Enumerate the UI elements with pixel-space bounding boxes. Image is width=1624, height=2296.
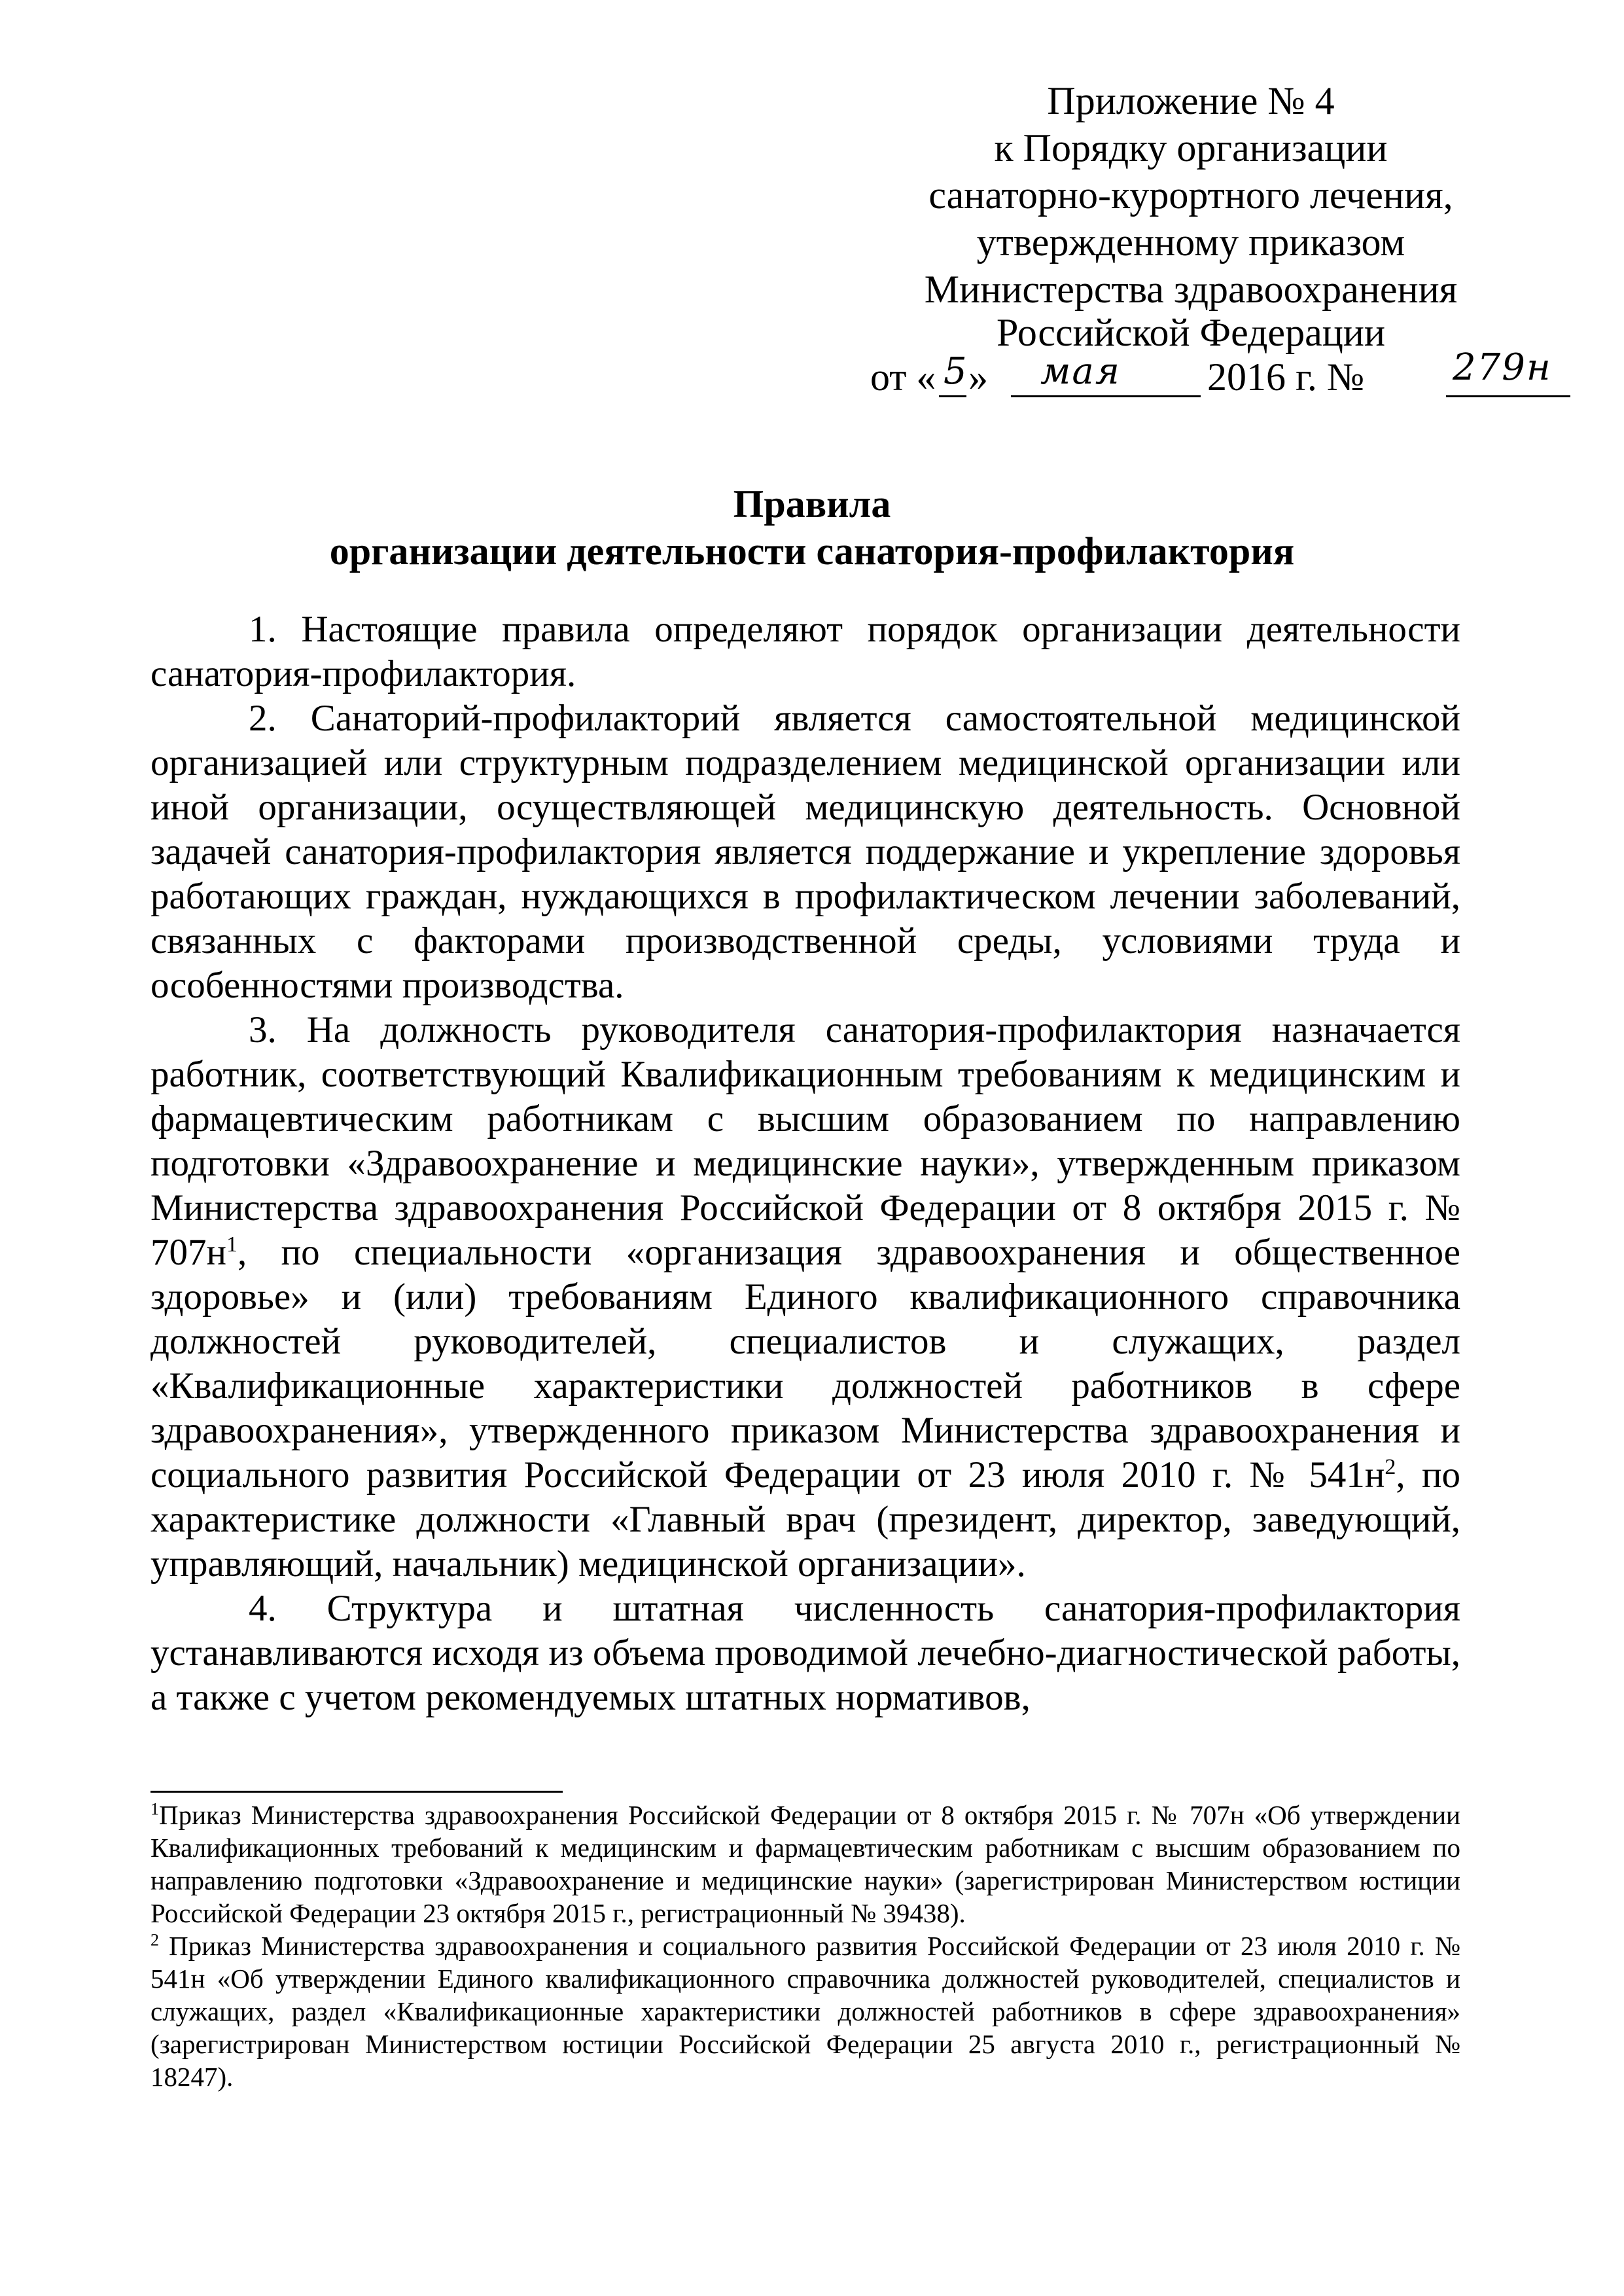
appendix-reference-line: к Порядку организации (994, 126, 1388, 170)
footnote-1-mark: 1 (150, 1799, 159, 1819)
paragraph-4: 4. Структура и штатная численность санатория-профилактория устанавливаются исходя из объема проводимой лечебно-диагностической работы, а также с учетом рекомендуемых штатных нормативов, (150, 1588, 1460, 1718)
appendix-reference-line: Российской Федерации (996, 311, 1386, 354)
rules-title: Правила (733, 482, 891, 526)
footnote-ref-2: 2 (1385, 1455, 1396, 1479)
date-prefix: от « (870, 355, 936, 399)
day-underline (939, 395, 966, 397)
handwritten-day: 5 (944, 350, 968, 393)
footnote-1 (150, 1799, 1460, 1929)
footnote-2-mark: 2 (150, 1930, 159, 1950)
footnote-1-text: Приказ Министерства здравоохранения Российской Федерации от 8 октября 2015 г. № 707н «Об утверждении Квалификационных требований к медицинским и фармацевтическим работникам с высшим образованием по направлению подготовки «Здравоохранение и медицинские науки» (зарегистрирован Министерством юстиции Российской Федерации 23 октября 2015 г., регистрационный № 39438). (150, 1800, 1460, 1928)
appendix-reference-line: утвержденному приказом (976, 221, 1405, 264)
paragraph-3 (150, 1008, 1460, 1587)
appendix-reference-line: Министерства здравоохранения (924, 268, 1458, 311)
paragraph-3-text: , по специальности «организация здравоохранения и общественное здоровье» и (или) требованиям Единого квалификационного справочника должностей руководителей, специалистов и служащих, раздел «Квалификационные характеристики должностей работников в сфере здравоохранения», утвержденного приказом Министерства здравоохранения и социального развития Российской Федерации от 23 июля 2010 г. № 541н (150, 1232, 1460, 1496)
date-year-and-number-sign: 2016 г. № (1207, 355, 1365, 399)
handwritten-month: мая (1040, 350, 1121, 393)
document-body (150, 607, 1460, 1720)
footnote-ref-1: 1 (226, 1232, 238, 1257)
paragraph-2: 2. Санаторий-профилакторий является самостоятельной медицинской организацией или структурным подразделением медицинской организации или иной организации, осуществляющей медицинскую деятельность. Основной задачей санатория-профилактория является поддержание и укрепление здоровья работающих граждан, нуждающихся в профилактическом лечении заболеваний, связанных с факторами производственной среды, условиями труда и особенностями производства. (150, 698, 1460, 1006)
number-underline (1446, 395, 1570, 397)
appendix-reference-line: санаторно-курортного лечения, (928, 173, 1453, 217)
rules-subtitle: организации деятельности санатория-профилактория (329, 529, 1295, 573)
paragraph-1: 1. Настоящие правила определяют порядок организации деятельности санатория-профилактория. (150, 609, 1460, 694)
date-quote-close: » (968, 355, 988, 399)
handwritten-order-number: 279н (1453, 346, 1552, 389)
appendix-number: Приложение № 4 (1047, 79, 1335, 122)
paragraph-3-text: , по характеристике должности «Главный врач (президент, директор, заведующий, управляющий, начальник) медицинской организации». (150, 1454, 1460, 1585)
footnote-2 (150, 1929, 1460, 2093)
footnote-separator (150, 1791, 563, 1793)
footnote-2-text: Приказ Министерства здравоохранения и социального развития Российской Федерации от 23 июля 2010 г. № 541н «Об утверждении Единого квалификационного справочника должностей руководителей, специалистов и служащих, раздел «Квалификационные характеристики должностей работников в сфере здравоохранения» (зарегистрирован Министерством юстиции Российской Федерации 25 августа 2010 г., регистрационный № 18247). (150, 1931, 1460, 2092)
footnotes (150, 1799, 1460, 2093)
month-underline (1011, 395, 1201, 397)
paragraph-3-text: 3. На должность руководителя санатория-профилактория назначается работник, соответствующий Квалификационным требованиям к медицинским и фармацевтическим работникам с высшим образованием по направлению подготовки «Здравоохранение и медицинские науки», утвержденным приказом Министерства здравоохранения Российской Федерации от 8 октября 2015 г. № 707н (150, 1009, 1460, 1273)
